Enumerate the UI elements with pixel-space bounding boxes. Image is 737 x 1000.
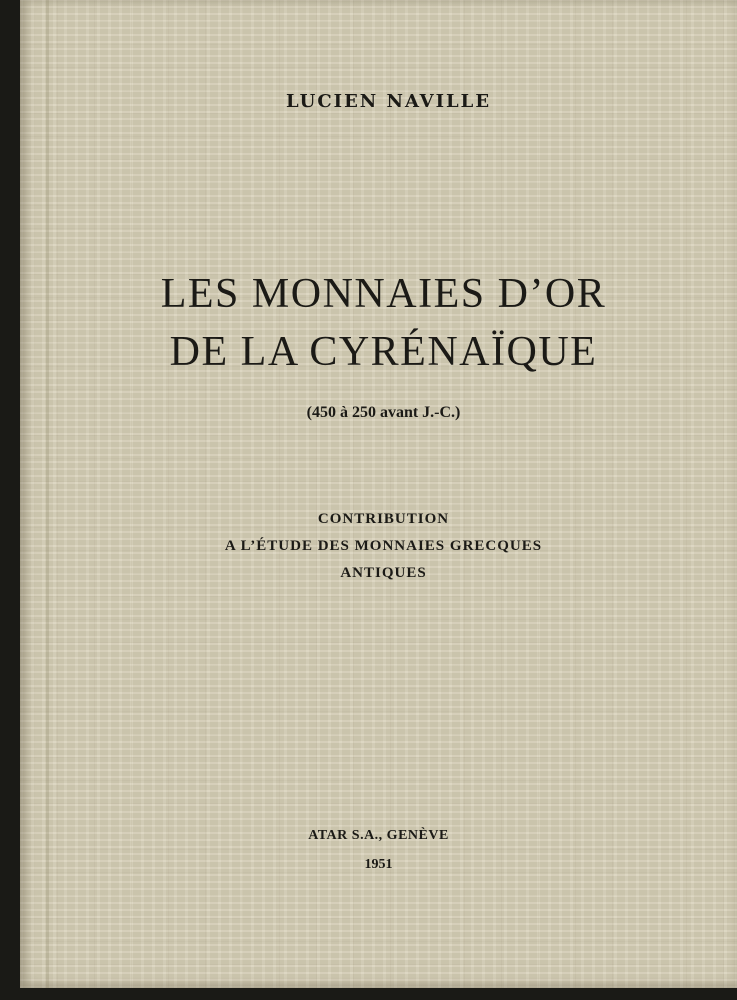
title-line-1: LES MONNAIES D’OR	[160, 271, 607, 317]
author-name: LUCIEN NAVILLE	[285, 91, 492, 112]
title-line-2: DE LA CYRÉNAÏQUE	[169, 329, 598, 375]
publisher: ATAR S.A., GENÈVE	[308, 828, 449, 843]
date-range: (450 à 250 avant J.-C.)	[306, 404, 461, 421]
subtitle-line-1: CONTRIBUTION	[317, 511, 450, 527]
subtitle-line-2: A L’ÉTUDE DES MONNAIES GRECQUES	[224, 538, 543, 554]
subtitle-line-3: ANTIQUES	[340, 565, 427, 581]
publication-year: 1951	[364, 857, 393, 872]
